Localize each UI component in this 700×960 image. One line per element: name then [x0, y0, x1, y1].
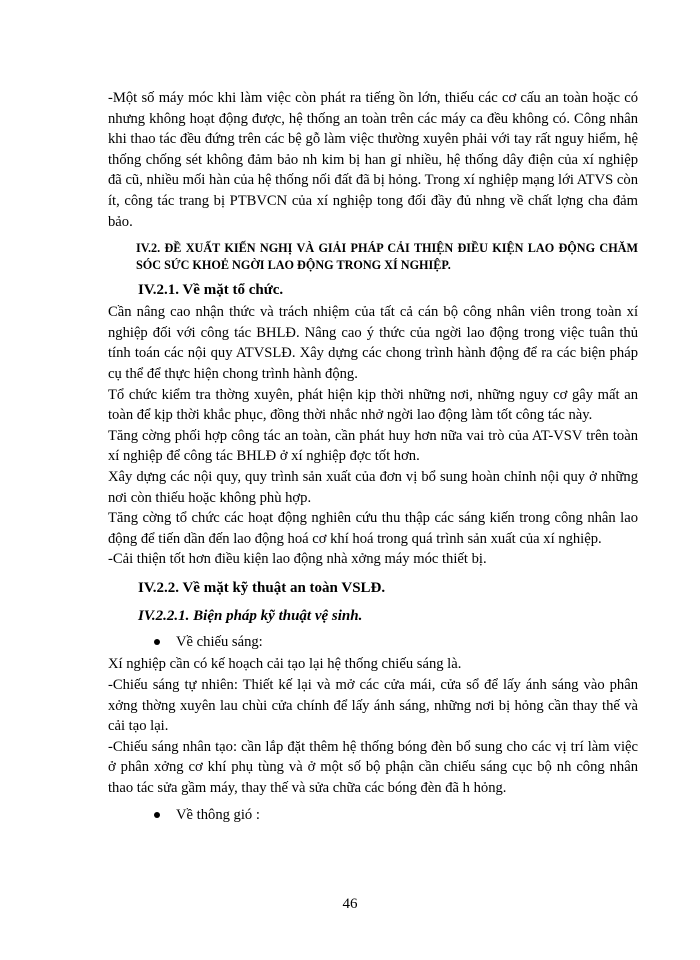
section-heading-iv2: IV.2. ĐỀ XUẤT KIẾN NGHỊ VÀ GIẢI PHÁP CẢI THIỆN ĐIỀU KIỆN LAO ĐỘNG CHĂM SÓC SỨC KHOẺ NGỜI LAO ĐỘNG TRONG XÍ NGHIỆP.: [136, 241, 638, 273]
bullet-dot-icon: [154, 812, 160, 818]
bullet-dot-icon: [154, 639, 160, 645]
org-paragraph: Tăng cờng tổ chức các hoạt động nghiên cứu thu thập các sáng kiến trong công nhân lao động để tiến dần đến lao động hoá cơ khí hoá trong quá trình sản xuất của xí nghiệp.: [108, 510, 638, 547]
bullet-label: Về thông gió :: [176, 806, 260, 823]
org-paragraph: Cần nâng cao nhận thức và trách nhiệm của tất cả cán bộ công nhân viên trong toàn xí nghiệp đối với công tác BHLĐ. Nâng cao ý thức của ngời lao động trong việc tuân thủ tính toán các nội quy ATVSLĐ. Xây dựng các chong trình hành động để ra các biện pháp cụ thể để thực hiện chong trình hành động.: [108, 304, 638, 382]
section-heading-iv221: IV.2.2.1. Biện pháp kỹ thuật vệ sinh.: [138, 607, 363, 624]
org-paragraph: Tăng cờng phối hợp công tác an toàn, cần phát huy hơn nữa vai trò của AT-VSV trên toàn xí nghiệp để công tác BHLĐ ở xí nghiệp đợc tốt hơn.: [108, 427, 638, 465]
bullet-label: Về chiếu sáng:: [176, 633, 263, 650]
page-number: 46: [342, 896, 358, 912]
bullet-item-lighting: [108, 632, 638, 653]
lighting-paragraph: -Chiếu sáng tự nhiên: Thiết kế lại và mở các cửa mái, cửa sổ để lấy ánh sáng vào phân xởng thờng xuyên lau chùi cửa chính để lấy ánh sáng, những nơi bị hỏng cần thay thế và cải tạo lại.: [108, 677, 638, 735]
section-heading-iv21: IV.2.1. Về mặt tổ chức.: [138, 282, 284, 299]
intro-paragraph: -Một số máy móc khi làm việc còn phát ra tiếng ồn lớn, thiếu các cơ cấu an toàn hoặc có nhưng không hoạt động được, hệ thống an toàn trên các máy ca đều không có. Công nhân khi thao tác đều đứng trên các bệ gỗ làm việc thường xuyên phải với tay rất nguy hiểm, hệ thống chống sét không đảm bảo nh kim bị han gỉ nhiều, hệ thống dây điện của xí nghiệp đã cũ, nhiều mối hàn của hệ thống nối đất đã bị hỏng. Trong xí nghiệp mạng lới ATVS còn ít, công tác trang bị PTBVCN của xí nghiệp tong đối đầy đủ nhng về chất lợng cha đảm bảo.: [108, 90, 638, 230]
org-paragraph: Tổ chức kiểm tra thờng xuyên, phát hiện kịp thời những nơi, những nguy cơ gây mất an toàn để kịp thời khắc phục, đồng thời nhắc nhở ngời lao động làm tốt công tác này.: [108, 386, 638, 424]
bullet-item-ventilation: [108, 805, 638, 826]
lighting-paragraph: Xí nghiệp cần có kế hoạch cải tạo lại hệ thống chiếu sáng là.: [108, 656, 462, 673]
lighting-paragraph: -Chiếu sáng nhân tạo: cần lắp đặt thêm hệ thống bóng đèn bổ sung cho các vị trí làm việc ở phân xởng cơ khí phụ tùng và ở một số bộ phận cần chiếu sáng cục bộ nh công nhân thao tác sửa gầm máy, thay thế và sửa chữa các bóng đèn đã h hỏng.: [108, 738, 638, 797]
section-heading-iv22: IV.2.2. Về mặt kỹ thuật an toàn VSLĐ.: [138, 579, 386, 596]
org-paragraph: -Cải thiện tốt hơn điều kiện lao động nhà xởng máy móc thiết bị.: [108, 551, 487, 568]
org-paragraph: Xây dựng các nội quy, quy trình sản xuất của đơn vị bổ sung hoàn chỉnh nội quy ở những nơi còn thiếu hoặc không phù hợp.: [108, 468, 638, 506]
document-page: [108, 88, 638, 827]
